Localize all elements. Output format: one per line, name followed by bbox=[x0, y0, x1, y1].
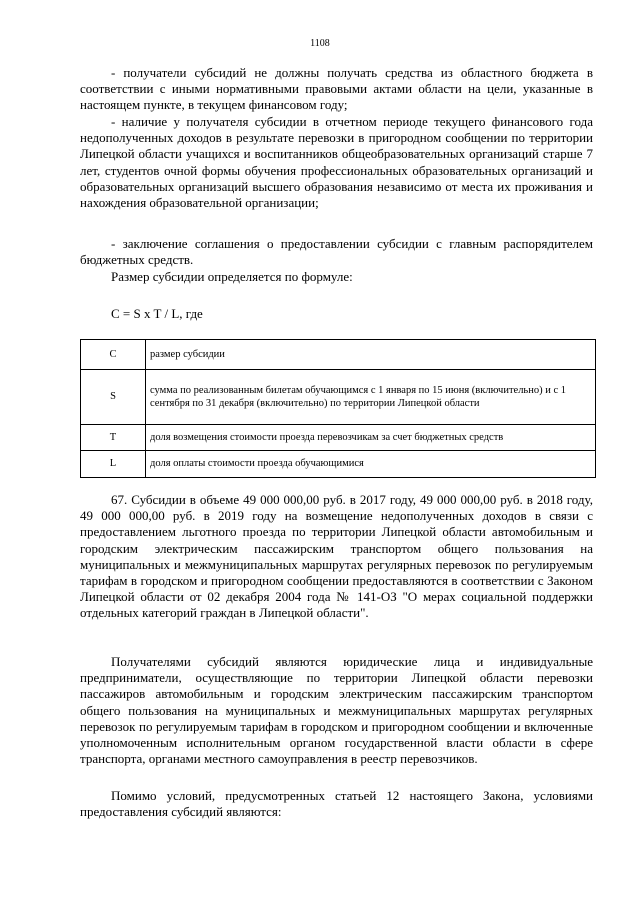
subsidy-formula: C = S x T / L, где bbox=[111, 306, 203, 321]
paragraph-condition-no-other-funds: - получатели субсидий не должны получать средства из областного бюджета в соответствии с иными нормативными правовыми актами области на цели, указанные в настоящем пункте, в текущем финансовом году; bbox=[80, 65, 593, 113]
paragraph-recipients: Получателями субсидий являются юридические лица и индивидуальные предприниматели, осуществляющие по территории Липецкой области перевозки пассажиров автомобильным и городским электрическим пассажирским транспортом общего пользования на муниципальных и межмуниципальных маршрутах регулярных перевозок по регулируемым тарифам в городском и пригородном сообщении и включенные уполномоченным исполнительным органом государственной власти области в сфере транспорта, органами местного самоуправления в реестр перевозчиков. bbox=[80, 654, 593, 767]
paragraph-condition-agreement: - заключение соглашения о предоставлении субсидии с главным распорядителем бюджетных средств. bbox=[80, 236, 593, 268]
variable-description: доля возмещения стоимости проезда перевозчикам за счет бюджетных средств bbox=[146, 425, 596, 451]
formula-variables-table bbox=[80, 339, 596, 478]
variable-symbol: C bbox=[81, 340, 146, 370]
variable-description: размер субсидии bbox=[146, 340, 596, 370]
table-row bbox=[81, 451, 596, 478]
table-row bbox=[81, 425, 596, 451]
paragraph-condition-lost-income: - наличие у получателя субсидии в отчетном периоде текущего финансового года недополученных доходов в результате перевозки в пригородном сообщении по территории Липецкой области учащихся и воспитанников общеобразовательных организаций старше 7 лет, студентов очной формы обучения профессиональных образовательных организаций и образовательных организаций высшего образования независимо от места их проживания и нахождения образовательной организации; bbox=[80, 114, 593, 211]
page-number: 1108 bbox=[310, 38, 330, 49]
table-row bbox=[81, 370, 596, 425]
variable-description: доля оплаты стоимости проезда обучающимися bbox=[146, 451, 596, 478]
variable-description: сумма по реализованным билетам обучающимся с 1 января по 15 июня (включительно) и с 1 сентября по 31 декабря (включительно) по территории Липецкой области bbox=[146, 370, 596, 425]
table-row bbox=[81, 340, 596, 370]
variable-symbol: T bbox=[81, 425, 146, 451]
paragraph-conditions-intro: Помимо условий, предусмотренных статьей 12 настоящего Закона, условиями предоставления субсидий являются: bbox=[80, 788, 593, 820]
variable-symbol: S bbox=[81, 370, 146, 425]
variable-symbol: L bbox=[81, 451, 146, 478]
paragraph-article-67: 67. Субсидии в объеме 49 000 000,00 руб. в 2017 году, 49 000 000,00 руб. в 2018 году, 49 000 000,00 руб. в 2019 году на возмещение недополученных доходов в связи с предоставлением льготного проезда по территории Липецкой области автомобильным и городским электрическим пассажирским транспортом общего пользования на муниципальных и межмуниципальных маршрутах регулярных перевозок по регулируемым тарифам в городском и пригородном сообщении предоставляются в соответствии с Законом Липецкой области от 02 декабря 2004 года № 141-ОЗ "О мерах социальной поддержки отдельных категорий граждан в Липецкой области". bbox=[80, 492, 593, 621]
paragraph-formula-intro: Размер субсидии определяется по формуле: bbox=[111, 269, 353, 284]
